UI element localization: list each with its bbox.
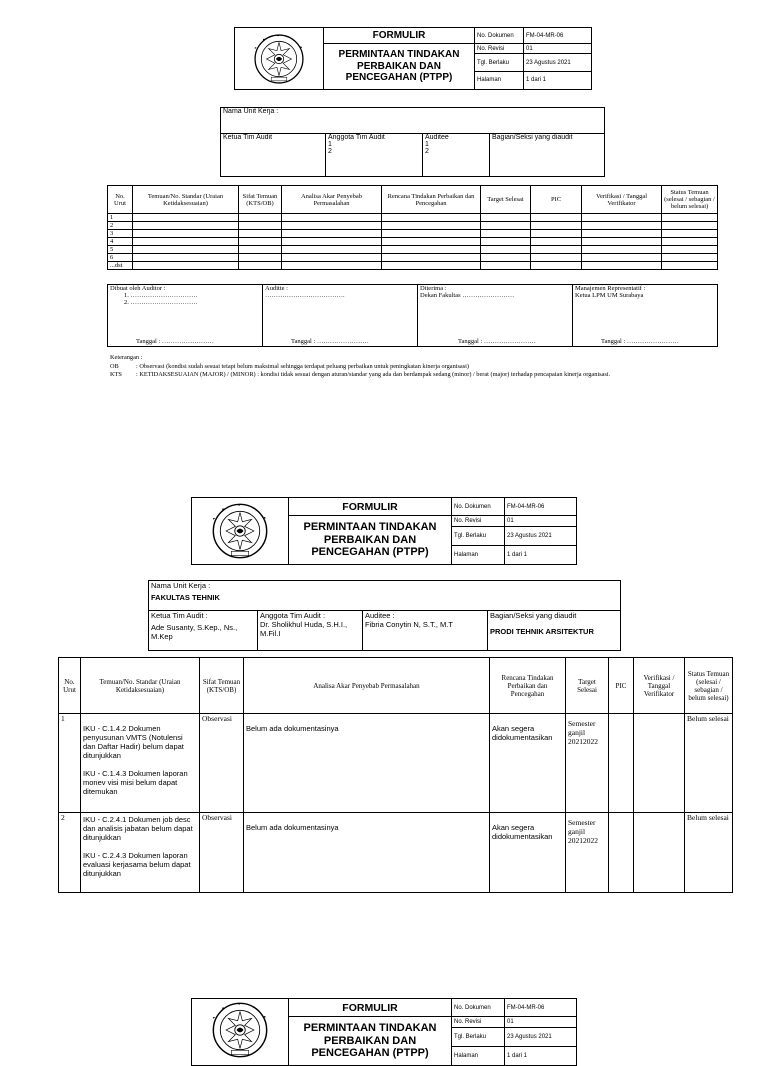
auditor-2-dots: 2. …………………………. (124, 299, 198, 306)
meta-value: 1 dari 1 (505, 1046, 577, 1065)
rencana-text: Akan segera didokumentasikan (492, 823, 553, 841)
col-header: Rencana Tindakan Perbaikan dan Pencegahan (490, 658, 566, 714)
row-number: 2 (59, 813, 81, 893)
ketua-label: Ketua Tim Audit (221, 134, 326, 177)
col-header: Analisa Akar Penyebab Permasalahan (282, 186, 382, 214)
col-header: Status Temuan (selesai / sebagian / belum selesai) (685, 658, 733, 714)
ketua-value: Ade Susanty, S.Kep., Ns., M.Kep (151, 623, 238, 641)
rencana-text: Akan segera didokumentasikan (492, 724, 553, 742)
verifikasi-cell (634, 714, 685, 813)
auditee-value: Fibria Conytin N, S.T., M.T (365, 620, 453, 629)
seal-icon (253, 33, 305, 85)
sifat-cell: Observasi (200, 813, 244, 893)
auditee-cell (423, 134, 490, 177)
meta-value: 01 (524, 44, 592, 54)
auditte-label: Auditte : (265, 285, 288, 292)
meta-label: Halaman (452, 545, 505, 564)
col-header: PIC (609, 658, 634, 714)
row-number: ...dst (108, 262, 133, 270)
analisa-cell (244, 813, 490, 893)
unit-label: Nama Unit Kerja : (221, 108, 605, 134)
col-header: Verifikasi / Tanggal Verifikator (634, 658, 685, 714)
auditte-dots: ………………………………. (265, 292, 345, 299)
bagian-label: Bagian/Seksi yang diaudit (490, 134, 605, 177)
target-cell (566, 714, 609, 813)
bagian-cell (488, 611, 621, 651)
signature-auditte (263, 285, 418, 347)
meta-value: 01 (505, 1017, 577, 1028)
document-title: PERMINTAAN TINDAKAN PERBAIKAN DAN PENCEGAHAN (PTPP) (289, 1017, 452, 1066)
analisa-text: Belum ada dokumentasinya (246, 823, 339, 832)
anggota-cell (258, 611, 363, 651)
diterima-label: Diterima : (420, 285, 447, 292)
status-cell: Belum selesai (685, 813, 733, 893)
meta-value: 23 Agustus 2021 (505, 527, 577, 545)
table-row (108, 246, 718, 254)
keterangan-block (110, 354, 750, 380)
formulir-title: FORMULIR (289, 999, 452, 1017)
anggota-label: Anggota Tim Audit (328, 134, 385, 141)
col-header: Analisa Akar Penyebab Permasalahan (244, 658, 490, 714)
ketua-label: Ketua Tim Audit : (151, 611, 208, 620)
form2-unit-info (148, 580, 621, 651)
meta-value: 1 dari 1 (505, 545, 577, 564)
temuan-text: IKU - C.1.4.2 Dokumen penyusunan VMTS (Notulensi dan Daftar Hadir) belum dapat ditunjukkan (83, 724, 184, 760)
unit-cell (149, 581, 621, 611)
tanggal-field: Tanggal : …………………… (291, 338, 369, 345)
col-header: Rencana Tindakan Perbaikan dan Pencegahan (382, 186, 481, 214)
anggota-label: Anggota Tim Audit : (260, 611, 326, 620)
sifat-cell: Observasi (200, 714, 244, 813)
table-row (108, 230, 718, 238)
col-header: Verifikasi / Tanggal Verifikator (582, 186, 662, 214)
kts-text: : KETIDAKSESUAIAN (MAJOR) / (MINOR) : kondisi tidak sesuai dengan aturan/standar yang ada dan berdampak sedang (minor) / berat (major) terhadap pencapaian kinerja organisasi. (136, 371, 611, 378)
pic-cell (609, 714, 634, 813)
row-number: 2 (108, 222, 133, 230)
target-text: Semester ganjil 20212022 (568, 818, 598, 845)
col-header: Sifat Temuan (KTS/OB) (239, 186, 282, 214)
temuan-text: IKU - C.1.4.3 Dokumen laporan monev visi misi belum dapat ditemukan (83, 769, 188, 796)
meta-value: 01 (505, 516, 577, 527)
table-row (108, 254, 718, 262)
row-number: 1 (108, 214, 133, 222)
form1-signature-block (107, 284, 718, 347)
col-header: Status Temuan (selesai / sebagian / belum selesai) (662, 186, 718, 214)
pic-cell (609, 813, 634, 893)
col-header: Target Selesai (481, 186, 531, 214)
form2-header (191, 497, 577, 565)
auditee-label: Auditee : (365, 611, 395, 620)
col-header: Sifat Temuan (KTS/OB) (200, 658, 244, 714)
temuan-text: IKU - C.2.4.1 Dokumen job desc dan analisis jabatan belum dapat ditunjukkan (83, 815, 193, 842)
table-row (59, 813, 733, 893)
meta-label: Tgl. Berlaku (452, 1028, 505, 1046)
target-cell (566, 813, 609, 893)
meta-value: 1 dari 1 (524, 71, 592, 89)
form2-findings-table (58, 657, 733, 893)
auditee-label: Auditee (425, 134, 449, 141)
row-number: 5 (108, 246, 133, 254)
table-row (108, 214, 718, 222)
kts-code: KTS (110, 371, 122, 378)
anggota-value: Dr. Sholikhul Huda, S.H.I., M.Fil.I (260, 620, 348, 638)
form1-unit-info (220, 107, 605, 177)
table-row (108, 262, 718, 270)
temuan-text: IKU - C.2.4.3 Dokumen laporan evaluasi kerjasama belum dapat ditunjukkan (83, 851, 191, 878)
meta-label: No. Dokumen (452, 999, 505, 1017)
form1-findings-table (107, 185, 718, 270)
row-number: 6 (108, 254, 133, 262)
col-header: No. Urut (108, 186, 133, 214)
table-row (59, 714, 733, 813)
ketua-cell (149, 611, 258, 651)
table-header-row (108, 186, 718, 214)
dibuat-label: Dibuat oleh Auditor : (110, 285, 166, 292)
table-row (108, 238, 718, 246)
meta-label: No. Dokumen (452, 498, 505, 516)
unit-value: FAKULTAS TEHNIK (151, 593, 220, 602)
signature-auditor (108, 285, 263, 347)
manajemen-label: Manajemen Representatif : (575, 285, 646, 292)
university-seal-logo (192, 999, 289, 1066)
unit-label: Nama Unit Kerja : (151, 581, 211, 590)
meta-label: Halaman (475, 71, 524, 89)
auditee-num: 2 (425, 148, 429, 155)
meta-label: Tgl. Berlaku (452, 527, 505, 545)
meta-label: No. Revisi (452, 1017, 505, 1028)
row-number: 1 (59, 714, 81, 813)
col-header: Target Selesai (566, 658, 609, 714)
verifikasi-cell (634, 813, 685, 893)
tanggal-field: Tanggal : …………………… (136, 338, 214, 345)
meta-value: FM-04-MR-06 (524, 28, 592, 44)
meta-value: 23 Agustus 2021 (524, 54, 592, 71)
temuan-cell (81, 813, 200, 893)
table-header-row (59, 658, 733, 714)
meta-label: No. Revisi (452, 516, 505, 527)
status-cell: Belum selesai (685, 714, 733, 813)
anggota-num: 1 (328, 141, 332, 148)
meta-label: No. Dokumen (475, 28, 524, 44)
meta-value: 23 Agustus 2021 (505, 1028, 577, 1046)
meta-value: FM-04-MR-06 (505, 498, 577, 516)
meta-label: Halaman (452, 1046, 505, 1065)
document-title: PERMINTAAN TINDAKAN PERBAIKAN DAN PENCEGAHAN (PTPP) (324, 44, 475, 90)
meta-label: No. Revisi (475, 44, 524, 54)
anggota-num: 2 (328, 148, 332, 155)
formulir-title: FORMULIR (324, 28, 475, 44)
col-header: Temuan/No. Standar (Uraian Ketidaksesuaian) (81, 658, 200, 714)
row-number: 3 (108, 230, 133, 238)
tanggal-field: Tanggal : …………………… (458, 338, 536, 345)
auditor-1-dots: 1. …………………………. (124, 292, 198, 299)
dekan-label: Dekan Fakultas …………………… (420, 292, 515, 299)
ketua-lpm-label: Ketua LPM UM Surabaya (575, 292, 644, 299)
bagian-label: Bagian/Seksi yang diaudit (490, 611, 577, 620)
analisa-cell (244, 714, 490, 813)
seal-icon (211, 1001, 269, 1059)
ob-code: OB (110, 362, 119, 370)
form1-header (234, 27, 592, 90)
temuan-cell (81, 714, 200, 813)
rencana-cell (490, 813, 566, 893)
signature-lpm (573, 285, 718, 347)
meta-label: Tgl. Berlaku (475, 54, 524, 71)
signature-dekan (418, 285, 573, 347)
analisa-text: Belum ada dokumentasinya (246, 724, 339, 733)
auditee-num: 1 (425, 141, 429, 148)
auditee-cell (363, 611, 488, 651)
university-seal-logo (192, 498, 289, 565)
formulir-title: FORMULIR (289, 498, 452, 516)
meta-value: FM-04-MR-06 (505, 999, 577, 1017)
col-header: No. Urut (59, 658, 81, 714)
seal-icon (211, 502, 269, 560)
col-header: Temuan/No. Standar (Uraian Ketidaksesuaian) (133, 186, 239, 214)
rencana-cell (490, 714, 566, 813)
document-title: PERMINTAAN TINDAKAN PERBAIKAN DAN PENCEGAHAN (PTPP) (289, 516, 452, 565)
ob-text: : Observasi (kondisi sudah sesuai tetapi belum maksimal sehingga terdapat peluang perbaikan untuk peningkatan kinerja organisasi) (136, 362, 470, 370)
table-row (108, 222, 718, 230)
bagian-value: PRODI TEHNIK ARSITEKTUR (490, 627, 594, 636)
university-seal-logo (235, 28, 324, 90)
form3-header (191, 998, 577, 1066)
row-number: 4 (108, 238, 133, 246)
anggota-cell (326, 134, 423, 177)
keterangan-title: Keterangan : (110, 354, 143, 361)
col-header: PIC (531, 186, 582, 214)
tanggal-field: Tanggal : …………………… (601, 338, 679, 345)
target-text: Semester ganjil 20212022 (568, 719, 598, 746)
